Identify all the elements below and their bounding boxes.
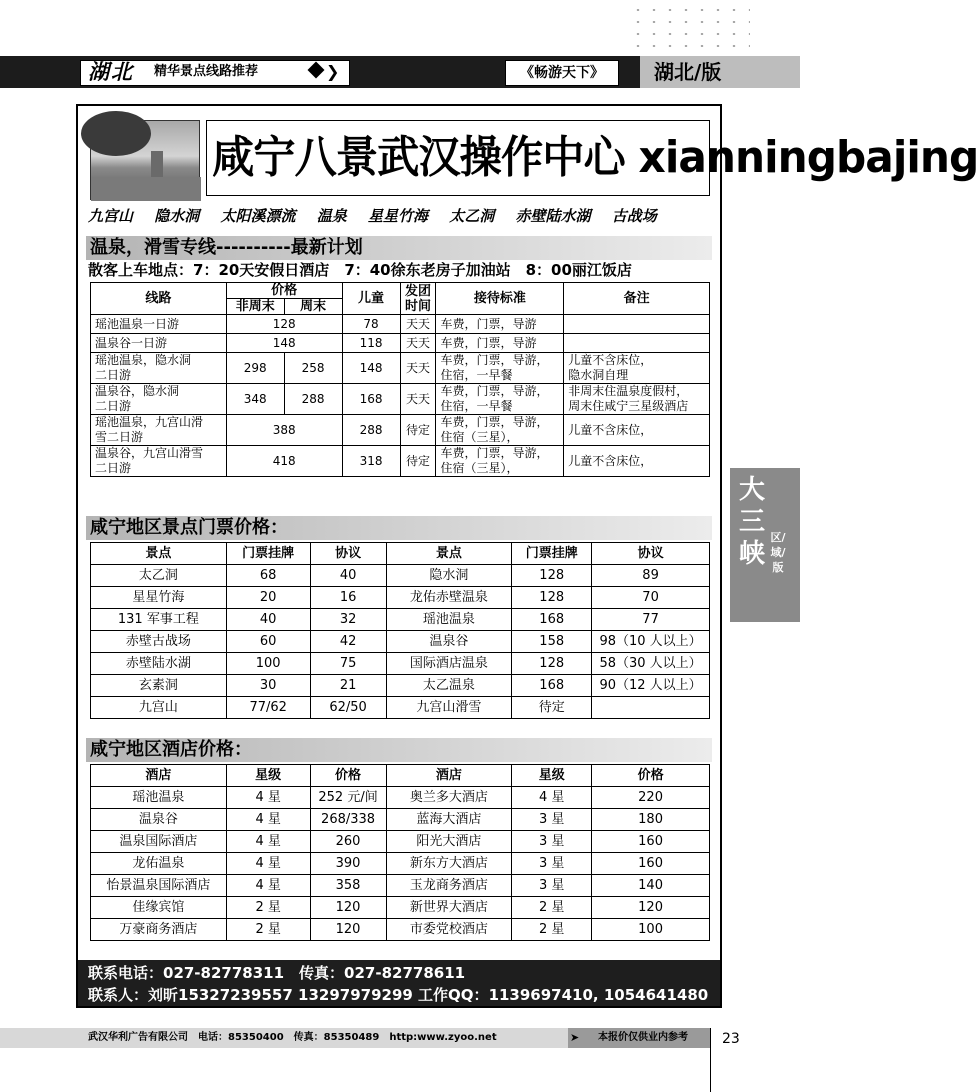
table-row: 太乙洞 68 40 隐水洞 128 89 [91, 565, 710, 587]
table-row: 温泉国际酒店 4 星 260 阳光大酒店 3 星 160 [91, 831, 710, 853]
th-weekday: 非周末 [226, 299, 284, 315]
table-row: 瑶池温泉一日游 128 78 天天 车费，门票，导游 [91, 315, 710, 334]
table-row: 九宫山 77/62 62/50 九宫山滑雪 待定 [91, 697, 710, 719]
spot-item: 太乙洞 [449, 207, 495, 225]
table-row: 玄素洞 30 21 太乙温泉 168 90（12 人以上） [91, 675, 710, 697]
header-tagline: 精华景点线路推荐 [154, 64, 259, 79]
table-row: 星星竹海 20 16 龙佑赤壁温泉 128 70 [91, 587, 710, 609]
spot-item: 古战场 [611, 207, 657, 225]
route-price-table [90, 282, 710, 477]
th-service: 接待标准 [436, 283, 564, 315]
table-row: 赤壁陆水湖 100 75 国际酒店温泉 128 58（30 人以上） [91, 653, 710, 675]
contact-phone-fax: 联系电话：027-82778311 传真：027-82778611 [88, 964, 466, 982]
th-depart: 发团 时间 [400, 283, 436, 315]
header-magazine: 《畅游天下》 [505, 60, 619, 86]
table-row: 温泉谷，九宫山滑雪 二日游 418 318 待定 车费，门票，导游， 住宿（三星）， 儿童不含床位， [91, 446, 710, 477]
th-note: 备注 [564, 283, 710, 315]
section-title-tickets: 咸宁地区景点门票价格： [90, 517, 288, 538]
table-row: 瑶池温泉，九宫山滑 雪二日游 388 288 待定 车费，门票，导游， 住宿（三星）， 儿童不含床位， [91, 415, 710, 446]
page-title: 咸宁八景武汉操作中心 xianningbajing [212, 132, 978, 183]
contact-person: 联系人：刘昕15327239557 13297979299 工作QQ：1139697410, 1054641480 [88, 986, 709, 1004]
table-row: 温泉谷 4 星 268/338 蓝海大酒店 3 星 180 [91, 809, 710, 831]
divider [710, 1028, 711, 1092]
chevron-right-icon: ❯ [326, 62, 340, 81]
table-row: 万豪商务酒店 2 星 120 市委党校酒店 2 星 100 [91, 919, 710, 941]
dot-pattern [630, 4, 750, 52]
th-route: 线路 [91, 283, 227, 315]
hotel-price-table: 酒店 星级 价格 酒店 星级 价格 瑶池温泉 4 星 252 元/间 奥兰多大酒店 4 星 220 温泉谷 4 星 268/338 蓝海大酒店 3 星 180 温泉国际酒店 4 星 260 阳光大酒店 3 星 160 龙佑温泉 4 星 390 新东方大酒店 3 星 160 怡景温泉国际酒店 4 星 358 玉龙商务酒店 3 星 140 佳缘宾馆 2 星 120 新世界大酒店 2 星 120 万豪商务酒店 2 星 120 市委党校酒店 2 星 100 [90, 764, 710, 941]
table-row: 温泉谷一日游 148 118 天天 车费，门票，导游 [91, 334, 710, 353]
spot-item: 太阳溪漂流 [220, 207, 296, 225]
spot-item: 温泉 [316, 207, 347, 225]
th-price: 价格 [226, 283, 342, 299]
page-number: 23 [722, 1031, 740, 1047]
footer-note: 本报价仅供业内参考 [598, 1032, 688, 1043]
table-row: 131 军事工程 40 32 瑶池温泉 168 77 [91, 609, 710, 631]
table-row: 温泉谷，隐水洞 二日游 348 288 168 天天 车费，门票，导游， 住宿，一早餐 非周末住温泉度假村， 周末住咸宁三星级酒店 [91, 384, 710, 415]
header-edition: 湖北/版 [640, 56, 800, 88]
table-row: 瑶池温泉，隐水洞 二日游 298 258 148 天天 车费，门票，导游， 住宿，一早餐 儿童不含床位， 隐水洞自理 [91, 353, 710, 384]
spot-item: 星星竹海 [368, 207, 429, 225]
footer-company: 武汉华利广告有限公司 电话：85350400 传真：85350489 http:www.zyoo.net [88, 1032, 497, 1043]
side-tab-subtitle: 区/域/版 [770, 531, 786, 574]
table-row: 怡景温泉国际酒店 4 星 358 玉龙商务酒店 3 星 140 [91, 875, 710, 897]
spot-item: 九宫山 [88, 207, 134, 225]
side-tab-title: 大三峡 [738, 475, 765, 569]
spot-item: 赤壁陆水湖 [515, 207, 591, 225]
table-row: 龙佑温泉 4 星 390 新东方大酒店 3 星 160 [91, 853, 710, 875]
spot-item: 隐水洞 [154, 207, 200, 225]
table-row: 佳缘宾馆 2 星 120 新世界大酒店 2 星 120 [91, 897, 710, 919]
contact-band [78, 960, 720, 1006]
region-side-tab [730, 468, 800, 622]
header-province: 湖北 [88, 59, 134, 84]
scenic-spots-list [88, 204, 718, 228]
pickup-points: 散客上车地点：7：20天安假日酒店 7：40徐东老房子加油站 8：00丽江饭店 [88, 261, 632, 279]
section-title-hotels: 咸宁地区酒店价格： [90, 739, 252, 760]
arrow-right-icon: ➤ [570, 1031, 580, 1044]
th-child: 儿童 [342, 283, 400, 315]
th-weekend: 周末 [284, 299, 342, 315]
ticket-price-table: 景点 门票挂牌 协议 景点 门票挂牌 协议 太乙洞 68 40 隐水洞 128 89 星星竹海 20 16 龙佑赤壁温泉 128 70 131 军事工程 40 32 瑶池温泉 168 77 赤壁古战场 60 42 温泉谷 158 98（10 人以上） 赤壁陆水湖 100 75 国际酒店温泉 128 58（30 人以上） 玄素洞 30 21 太乙温泉 168 90（12 人以上） 九宫山 77/62 62/50 九宫山滑雪 待定 [90, 542, 710, 719]
scenery-photo [90, 120, 200, 200]
section-title-hotspring: 温泉，滑雪专线----------最新计划 [90, 237, 363, 258]
table-row: 赤壁古战场 60 42 温泉谷 158 98（10 人以上） [91, 631, 710, 653]
table-row: 瑶池温泉 4 星 252 元/间 奥兰多大酒店 4 星 220 [91, 787, 710, 809]
